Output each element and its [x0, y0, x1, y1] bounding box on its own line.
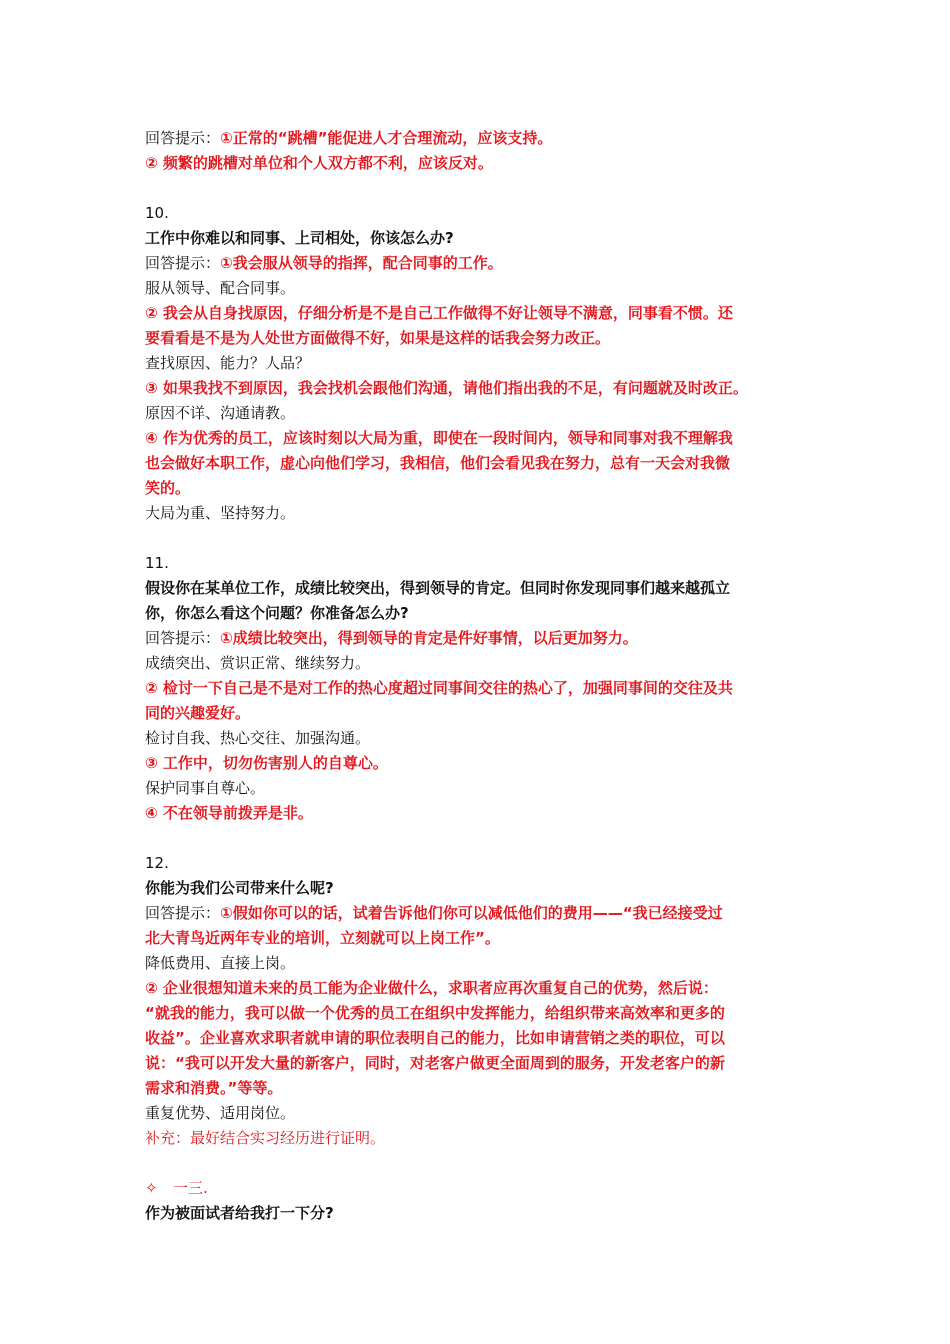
hint-label: 回答提示： — [145, 904, 221, 922]
question-text: 假设你在某单位工作，成绩比较突出，得到领导的肯定。但同时你发现同事们越来越孤立 — [145, 579, 731, 597]
answer-point: ③ 如果我找不到原因，我会找机会跟他们沟通，请他们指出我的不足，有问题就及时改正。 — [145, 379, 748, 397]
hint-line — [145, 901, 815, 926]
answer-point: ② 检讨一下自己是不是对工作的热心度超过同事间交往的热心了，加强同事间的交往及共 — [145, 679, 733, 697]
answer-note: 降低费用、直接上岗。 — [145, 954, 296, 972]
answer-point-cont: 笑的。 — [145, 479, 191, 497]
question-number: 12. — [145, 854, 169, 872]
section-heading — [145, 1176, 815, 1201]
answer-point: ①正常的“跳槽”能促进人才合理流动，应该支持。 — [220, 129, 553, 147]
answer-point: ③ 工作中，切勿伤害别人的自尊心。 — [145, 754, 388, 772]
answer-note: 重复优势、适用岗位。 — [145, 1104, 296, 1122]
answer-point: ①我会服从领导的指挥，配合同事的工作。 — [220, 254, 503, 272]
question-text-cont: 你，你怎么看这个问题？你准备怎么办? — [145, 604, 409, 622]
answer-note: 保护同事自尊心。 — [145, 779, 266, 797]
answer-point: ② 频繁的跳槽对单位和个人双方都不利，应该反对。 — [145, 154, 493, 172]
answer-note: 检讨自我、热心交往、加强沟通。 — [145, 729, 371, 747]
answer-point-cont: 需求和消费。”等等。 — [145, 1079, 283, 1097]
hint-line — [145, 126, 815, 151]
answer-point: ④ 不在领导前拨弄是非。 — [145, 804, 313, 822]
answer-point-cont: “就我的能力，我可以做一个优秀的员工在组织中发挥能力，给组织带来高效率和更多的 — [145, 1004, 725, 1022]
answer-point-cont: 要看看是不是为人处世方面做得不好，如果是这样的话我会努力改正。 — [145, 329, 611, 347]
hint-label: 回答提示： — [145, 129, 221, 147]
question-number: 10. — [145, 204, 169, 222]
answer-point-cont: 同的兴趣爱好。 — [145, 704, 251, 722]
answer-note: 原因不详、沟通请教。 — [145, 404, 296, 422]
answer-point-cont: 也会做好本职工作，虚心向他们学习，我相信，他们会看见我在努力，总有一天会对我微 — [145, 454, 731, 472]
answer-note: 查找原因、能力？人品？ — [145, 354, 311, 372]
question-number: 11. — [145, 554, 169, 572]
document-page — [145, 126, 815, 1226]
answer-point-cont: 说：“我可以开发大量的新客户，同时，对老客户做更全面周到的服务，开发老客户的新 — [145, 1054, 725, 1072]
answer-point-cont: 北大青鸟近两年专业的培训，立刻就可以上岗工作”。 — [145, 929, 500, 947]
answer-note: 成绩突出、赏识正常、继续努力。 — [145, 654, 371, 672]
answer-point: ④ 作为优秀的员工，应该时刻以大局为重，即使在一段时间内，领导和同事对我不理解我 — [145, 429, 733, 447]
question-text: 你能为我们公司带来什么呢? — [145, 879, 334, 897]
question-number: 一三. — [173, 1179, 208, 1197]
supplement-note: 补充：最好结合实习经历进行证明。 — [145, 1129, 386, 1147]
hint-label: 回答提示： — [145, 254, 221, 272]
answer-point: ② 我会从自身找原因，仔细分析是不是自己工作做得不好让领导不满意，同事看不惯。还 — [145, 304, 733, 322]
answer-note: 大局为重、坚持努力。 — [145, 504, 296, 522]
diamond-bullet-icon: ✧ — [145, 1179, 158, 1197]
question-text: 工作中你难以和同事、上司相处，你该怎么办? — [145, 229, 454, 247]
hint-line — [145, 626, 815, 651]
question-text: 作为被面试者给我打一下分? — [145, 1204, 334, 1222]
answer-point: ①成绩比较突出，得到领导的肯定是件好事情，以后更加努力。 — [220, 629, 638, 647]
hint-line — [145, 251, 815, 276]
answer-note: 服从领导、配合同事。 — [145, 279, 296, 297]
answer-point: ② 企业很想知道未来的员工能为企业做什么，求职者应再次重复自己的优势，然后说： — [145, 979, 718, 997]
hint-label: 回答提示： — [145, 629, 221, 647]
answer-point: ①假如你可以的话，试着告诉他们你可以减低他们的费用——“我已经接受过 — [220, 904, 723, 922]
answer-point-cont: 收益”。企业喜欢求职者就申请的职位表明自己的能力，比如申请营销之类的职位，可以 — [145, 1029, 725, 1047]
